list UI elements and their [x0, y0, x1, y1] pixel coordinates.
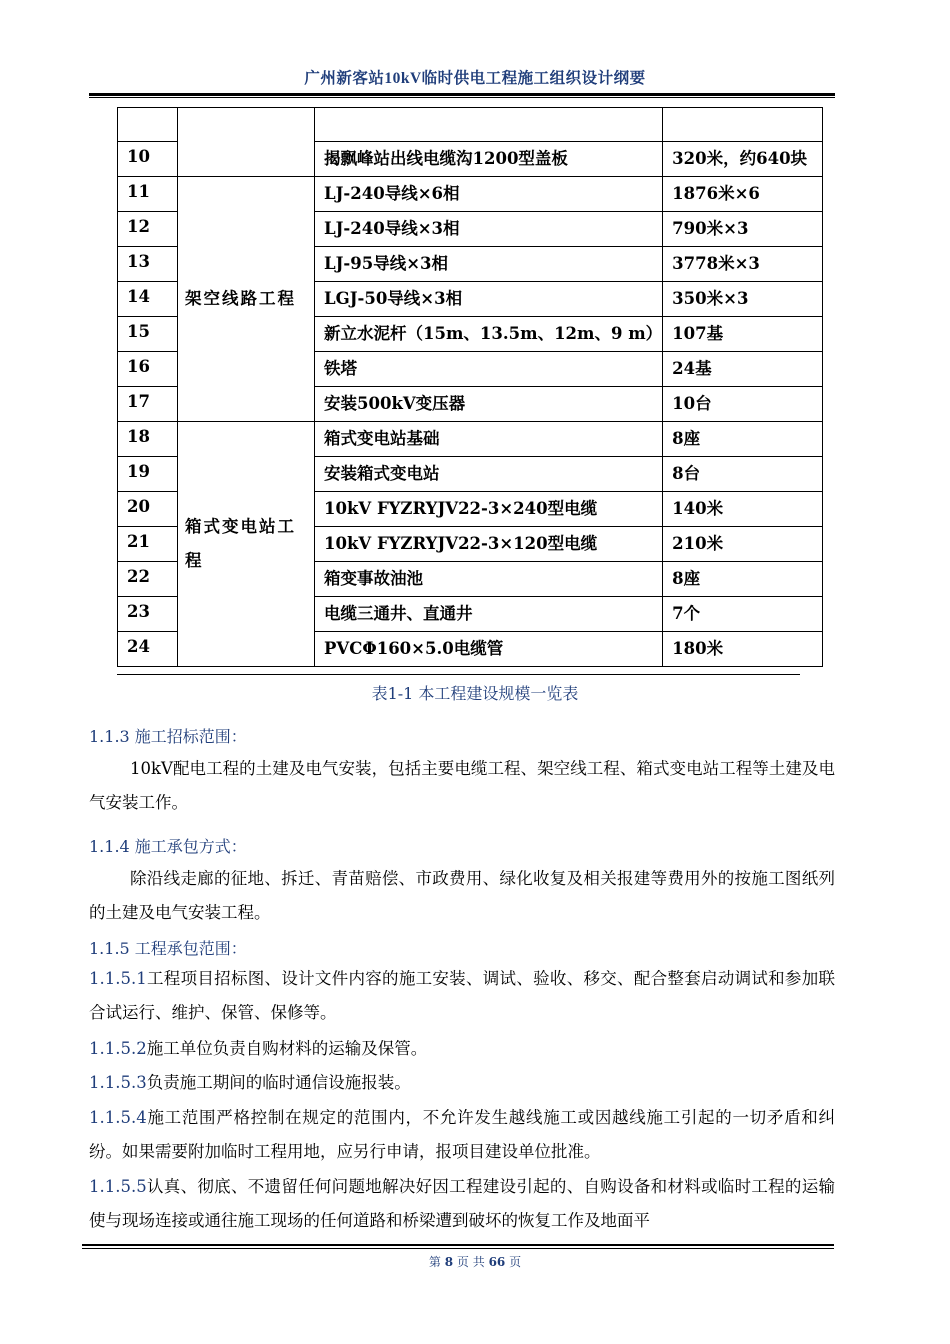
item-quantity: 8台 [663, 457, 823, 492]
item-text: 施工单位负责自购材料的运输及保管。 [146, 1039, 428, 1058]
item-quantity: 790米×3 [663, 212, 823, 247]
item-text: 认真、彻底、不遗留任何问题地解决好因工程建设引起的、自购设备和材料或临时工程的运输使与现场连接或通往施工现场的任何道路和桥梁遭到破坏的恢复工作及地面平 [89, 1177, 835, 1230]
table-bottom-edge [117, 674, 800, 675]
row-number: 14 [118, 282, 178, 317]
row-number: 11 [118, 177, 178, 212]
item-quantity: 350米×3 [663, 282, 823, 317]
row-number: 20 [118, 492, 178, 527]
item-name: 安装500kV变压器 [315, 387, 663, 422]
row-number [118, 108, 178, 142]
footer-suffix: 页 [509, 1255, 522, 1269]
table-row [118, 422, 823, 457]
row-number: 10 [118, 142, 178, 177]
item-name: 电缆三通井、直通井 [315, 597, 663, 632]
section-heading-1-1-5: 1.1.5 工程承包范围： [89, 939, 247, 958]
page-total: 66 [488, 1255, 506, 1269]
list-item [89, 1170, 835, 1238]
category-cell-empty [178, 108, 315, 177]
row-number: 21 [118, 527, 178, 562]
row-number: 16 [118, 352, 178, 387]
header-rule [89, 93, 835, 96]
section-text-1-1-4: 除沿线走廊的征地、拆迁、青苗赔偿、市政费用、绿化收复及相关报建等费用外的按施工图纸列的土建及电气安装工程。 [89, 869, 835, 922]
footer-rule-thin [82, 1248, 834, 1249]
row-number: 24 [118, 632, 178, 667]
page-footer [0, 1253, 950, 1270]
item-text: 施工范围严格控制在规定的范围内，不允许发生越线施工或因越线施工引起的一切矛盾和纠纷。如果需要附加临时工程用地，应另行申请，报项目建设单位批准。 [89, 1108, 835, 1161]
item-quantity: 320米，约640块 [663, 142, 823, 177]
header-rule-thin [89, 97, 835, 98]
item-name: PVCΦ160×5.0电缆管 [315, 632, 663, 667]
row-number: 15 [118, 317, 178, 352]
item-number: 1.1.5.1 [89, 969, 147, 988]
item-name: 10kV FYZRYJV22-3×120型电缆 [315, 527, 663, 562]
list-item [89, 1066, 835, 1100]
item-quantity: 24基 [663, 352, 823, 387]
item-quantity: 10台 [663, 387, 823, 422]
row-number: 12 [118, 212, 178, 247]
section-heading-1-1-4: 1.1.4 施工承包方式： [89, 837, 247, 856]
page-header-title: 广州新客站10kV临时供电工程施工组织设计纲要 [304, 70, 646, 87]
item-name: 铁塔 [315, 352, 663, 387]
item-quantity [663, 108, 823, 142]
row-number: 18 [118, 422, 178, 457]
item-number: 1.1.5.5 [89, 1177, 147, 1196]
row-number: 17 [118, 387, 178, 422]
item-name: LGJ-50导线×3相 [315, 282, 663, 317]
row-number: 23 [118, 597, 178, 632]
item-text: 负责施工期间的临时通信设施报装。 [146, 1073, 411, 1092]
item-name: 10kV FYZRYJV22-3×240型电缆 [315, 492, 663, 527]
item-quantity: 140米 [663, 492, 823, 527]
item-name: LJ-95导线×3相 [315, 247, 663, 282]
item-name [315, 108, 663, 142]
item-number: 1.1.5.2 [89, 1039, 147, 1058]
item-quantity: 107基 [663, 317, 823, 352]
row-number: 22 [118, 562, 178, 597]
item-name: 箱变事故油池 [315, 562, 663, 597]
item-name: 新立水泥杆（15m、13.5m、12m、9 m） [315, 317, 663, 352]
item-quantity: 3778米×3 [663, 247, 823, 282]
item-name: LJ-240导线×3相 [315, 212, 663, 247]
table-row [118, 108, 823, 142]
footer-mid: 页 共 [456, 1255, 485, 1269]
category-overhead-lines: 架空线路工程 [178, 177, 315, 422]
item-name: LJ-240导线×6相 [315, 177, 663, 212]
item-quantity: 8座 [663, 562, 823, 597]
item-name: 安装箱式变电站 [315, 457, 663, 492]
list-item [89, 962, 835, 1030]
construction-scale-table [117, 107, 823, 667]
item-quantity: 210米 [663, 527, 823, 562]
list-item [89, 1032, 835, 1066]
page-number: 8 [444, 1255, 454, 1269]
row-number: 13 [118, 247, 178, 282]
item-quantity: 180米 [663, 632, 823, 667]
section-text-1-1-3: 10kV配电工程的土建及电气安装，包括主要电缆工程、架空线工程、箱式变电站工程等土建及电气安装工作。 [89, 759, 835, 812]
table-caption: 表1-1 本工程建设规模一览表 [371, 684, 579, 703]
category-box-substation: 箱式变电站工程 [178, 422, 315, 667]
footer-prefix: 第 [428, 1255, 441, 1269]
item-number: 1.1.5.4 [89, 1108, 147, 1127]
section-heading-1-1-3: 1.1.3 施工招标范围： [89, 727, 247, 746]
list-item [89, 1101, 835, 1169]
item-quantity: 7个 [663, 597, 823, 632]
item-number: 1.1.5.3 [89, 1073, 147, 1092]
item-name: 揭飘峰站出线电缆沟1200型盖板 [315, 142, 663, 177]
item-name: 箱式变电站基础 [315, 422, 663, 457]
item-quantity: 1876米×6 [663, 177, 823, 212]
table-row [118, 177, 823, 212]
item-text: 工程项目招标图、设计文件内容的施工安装、调试、验收、移交、配合整套启动调试和参加联合试运行、维护、保管、保修等。 [89, 969, 835, 1022]
footer-rule [82, 1244, 834, 1246]
item-quantity: 8座 [663, 422, 823, 457]
row-number: 19 [118, 457, 178, 492]
